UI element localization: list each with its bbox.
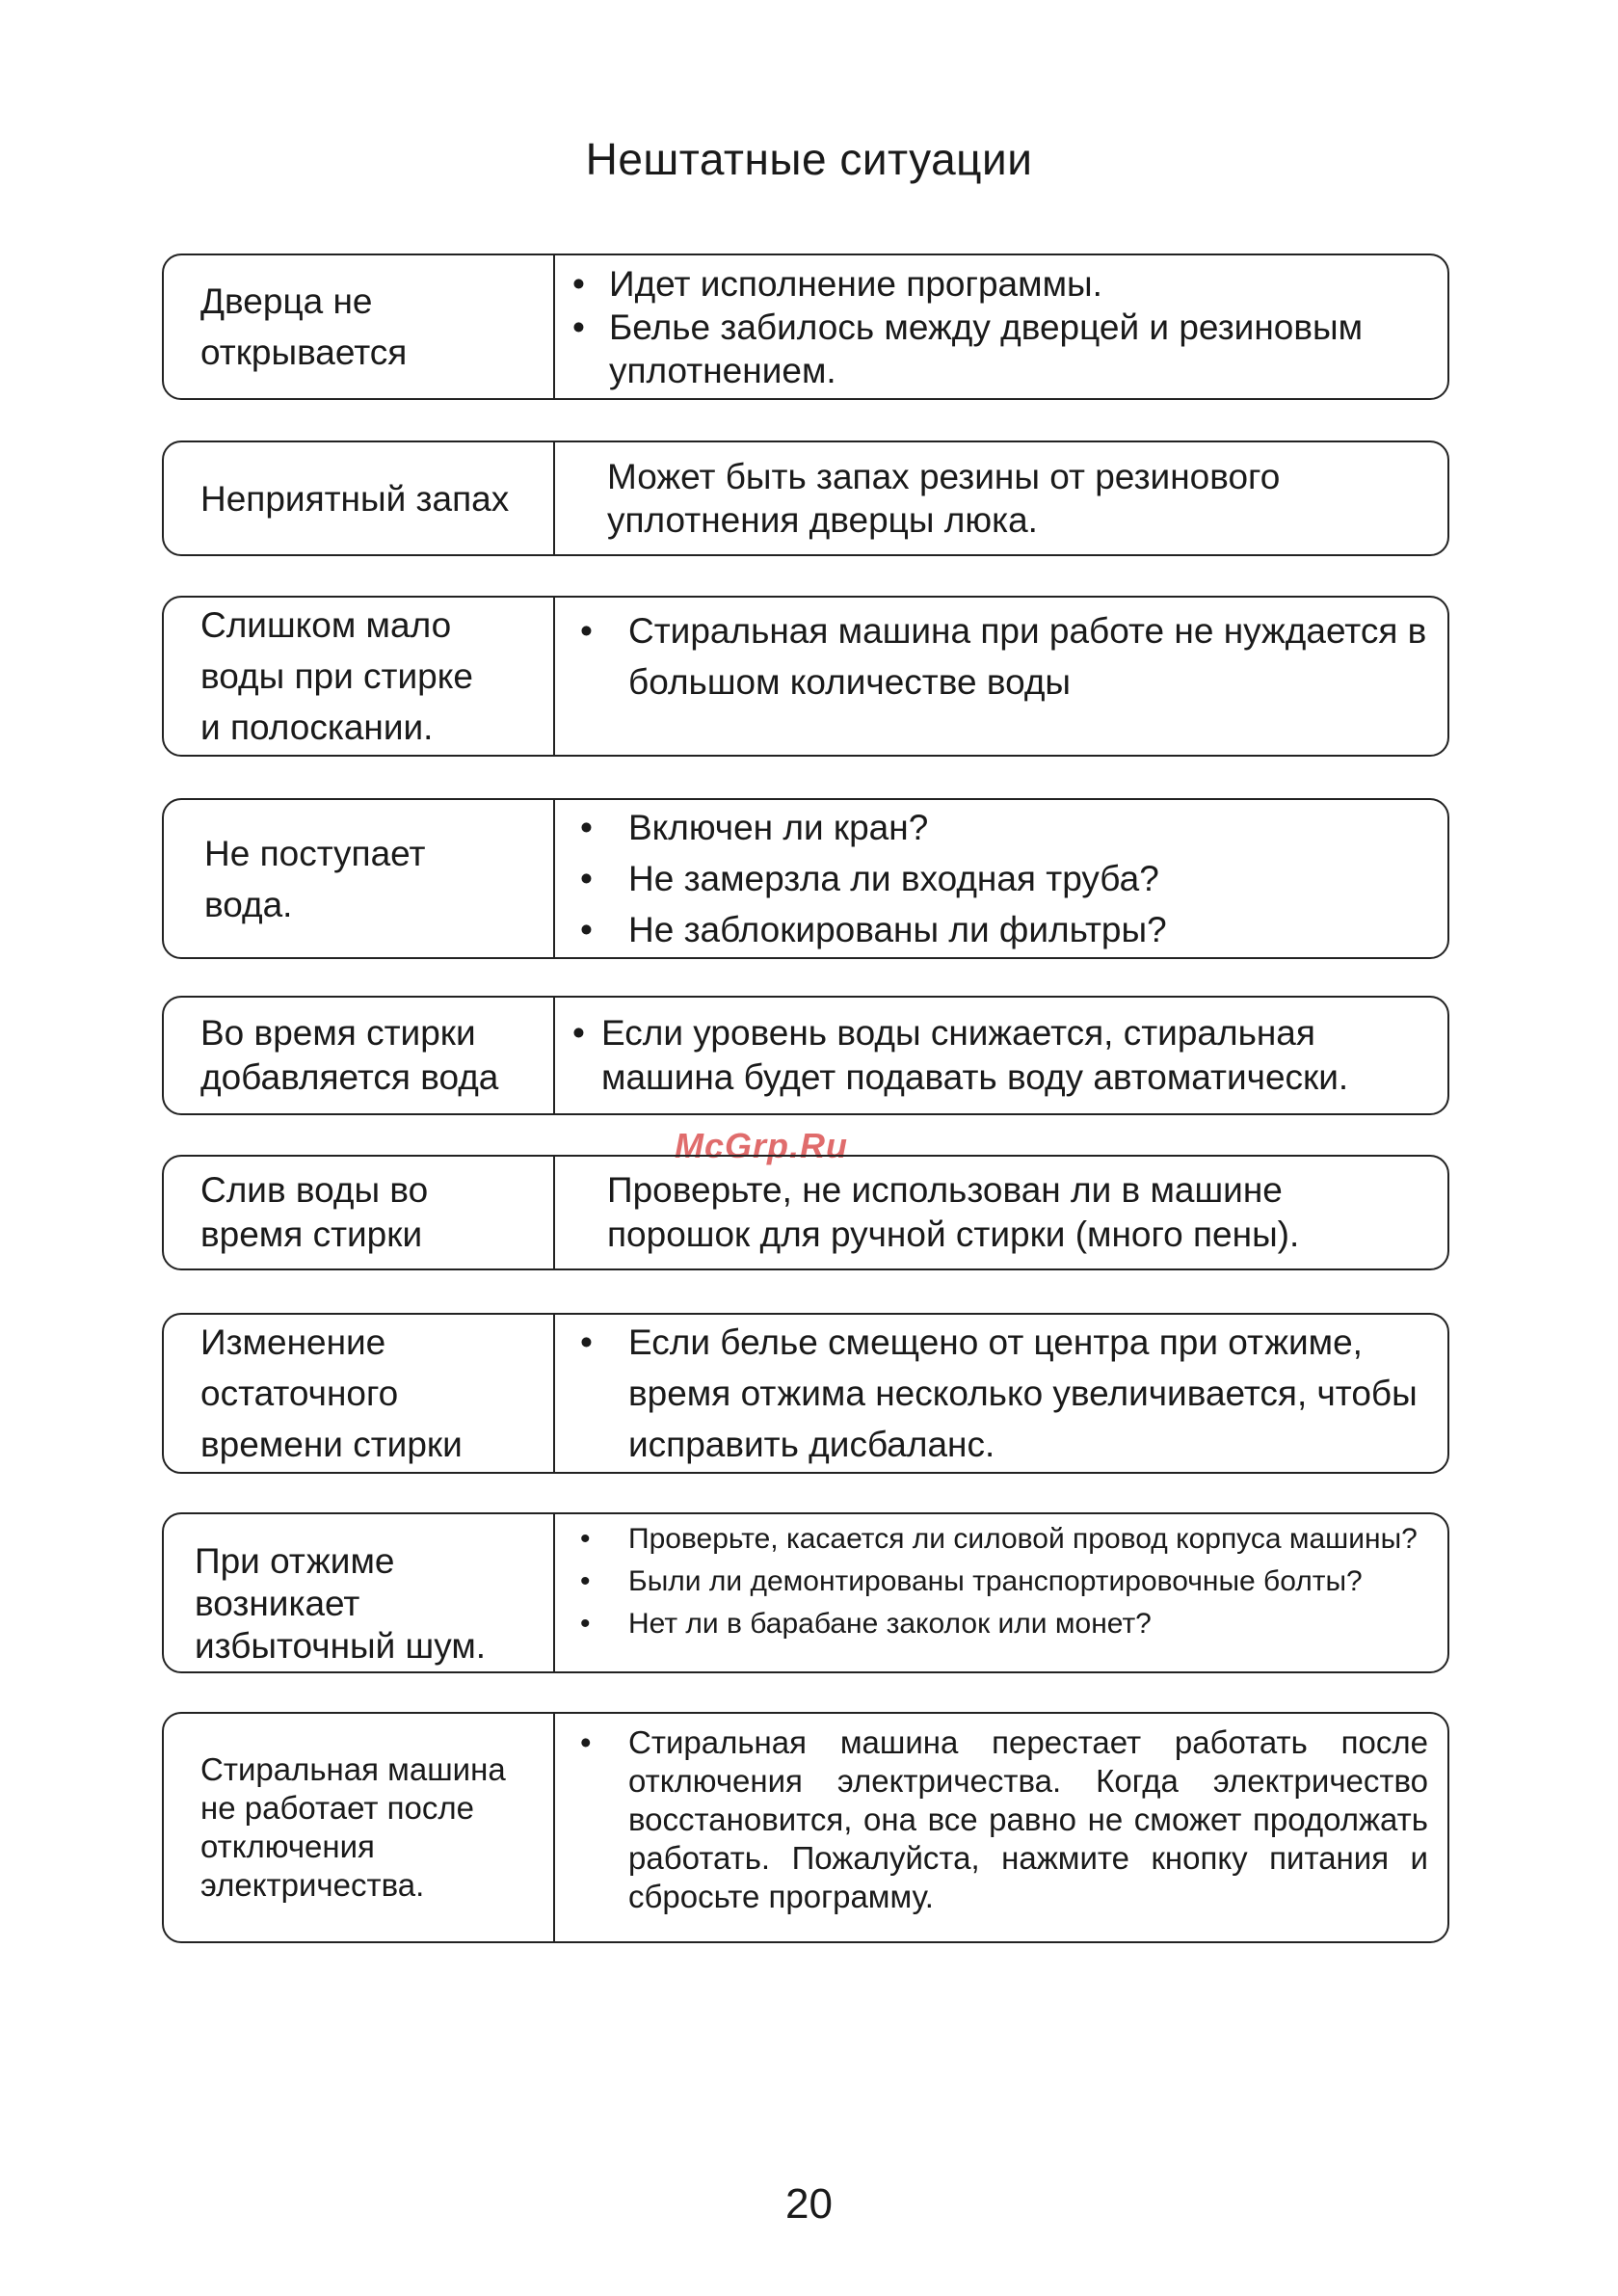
list-item: • Идет исполнение программы. [570,262,1432,306]
problem-label-line: электричества. [200,1867,425,1903]
table-row [162,1712,1449,1943]
table-row [162,1512,1449,1673]
problem-label-line: возникает [195,1583,360,1623]
solution-text-line: уплотнения дверцы люка. [607,500,1038,540]
problem-label-line: воды при стирке [200,656,473,696]
problem-label [164,255,555,398]
problem-label-line: открывается [200,333,408,372]
problem-label-line: Изменение [200,1322,386,1362]
problem-label-line: и полоскании. [200,707,434,747]
list-item-text: Проверьте, касается ли силовой провод корпуса машины? [628,1523,1418,1555]
solution-cell [555,1514,1447,1671]
problem-label [164,442,555,554]
list-item-text: Белье забилось между дверцей и резиновым уплотнением. [609,307,1364,390]
page-number: 20 [785,2180,833,2228]
list-item: • Белье забилось между дверцей и резиновым уплотнением. [570,306,1432,392]
list-item-text: Не заблокированы ли фильтры? [628,910,1167,949]
list-item-text: Не замерзла ли входная труба? [628,859,1159,898]
problem-label-line: отключения [200,1829,375,1864]
problem-label [164,598,555,755]
problem-label [164,998,555,1113]
list-item: • Не замерзла ли входная труба? [570,853,1432,904]
table-row [162,596,1449,757]
problem-label-line: Неприятный запах [200,478,510,519]
list-item-text: Были ли демонтированы транспортировочные болты? [628,1565,1363,1597]
list-item-text: Стиральная машина при работе не нуждается в большом количестве воды [628,611,1427,702]
solution-text-line: Может быть запах резины от резинового [607,457,1281,496]
watermark: McGrp.Ru [675,1126,849,1165]
list-item: • Стиральная машина перестает работать после отключения электричества. Когда электричество восстановится, она все равно не сможет продолжать работать. Пожалуйста, нажмите кнопку питания и сбросьте программу. [580,1724,1428,1914]
problem-label-line: добавляется вода [200,1057,499,1097]
list-item: • Стиральная машина при работе не нуждается в большом количестве воды [570,605,1432,707]
table-row [162,996,1449,1115]
problem-label-line: время стирки [200,1215,423,1254]
list-item: • Включен ли кран? [570,802,1432,853]
table-row [162,1313,1449,1474]
list-item: • Не заблокированы ли фильтры? [570,904,1432,955]
list-item-text: Стиральная машина перестает работать после отключения электричества. Когда электричество восстановится, она все равно не сможет продолжать работать. Пожалуйста, нажмите кнопку питания и сбросьте программу. [628,1724,1428,1914]
problem-label-line: Во время стирки [200,1013,476,1053]
problem-label-line: Дверца не [200,281,373,321]
list-item-text: Если белье смещено от центра при отжиме, время отжима несколько увеличивается, чтобы исправить дисбаланс. [628,1322,1418,1464]
list-item: • Проверьте, касается ли силовой провод корпуса машины? [570,1518,1447,1561]
list-item-text: Включен ли кран? [628,808,929,847]
problem-label-line: избыточный шум. [195,1625,487,1666]
table-row [162,798,1449,959]
problem-label-line: Не поступает [204,833,426,873]
table-row [162,441,1449,556]
problem-label-line: При отжиме [195,1540,395,1581]
solution-cell [555,1315,1447,1472]
problem-label-line: времени стирки [200,1425,463,1464]
page-title: Нештатные ситуации [585,134,1033,184]
list-item-text: Нет ли в барабане заколок или монет? [628,1608,1152,1640]
table-row [162,254,1449,400]
problem-label-line: не работает после [200,1790,474,1826]
problem-label-line: Слишком мало [200,605,452,645]
list-item-text: Если уровень воды снижается, стиральная машина будет подавать воду автоматически. [601,1013,1349,1097]
solution-cell [555,1157,1447,1268]
solution-cell [555,598,1447,755]
problem-label [164,1714,555,1941]
problem-label [164,1157,555,1268]
list-item: • Были ли демонтированы транспортировочные болты? [570,1561,1447,1603]
problem-label-line: остаточного [200,1374,399,1413]
solution-text-line: порошок для ручной стирки (много пены). [607,1215,1300,1254]
solution-cell [555,255,1447,398]
list-item: • Если уровень воды снижается, стиральная машина будет подавать воду автоматически. [570,1011,1432,1100]
solution-cell [555,998,1447,1113]
list-item: • Нет ли в барабане заколок или монет? [570,1603,1447,1645]
list-item: • Если белье смещено от центра при отжиме, время отжима несколько увеличивается, чтобы исправить дисбаланс. [570,1317,1432,1470]
problem-label [164,1315,555,1472]
problem-label-line: Стиральная машина [200,1751,506,1787]
problem-label-line: вода. [204,884,293,924]
table-row [162,1155,1449,1270]
problem-label [164,1514,555,1671]
solution-cell [555,800,1447,957]
solution-cell [555,442,1447,554]
solution-cell [555,1714,1447,1941]
list-item-text: Идет исполнение программы. [609,263,1102,304]
problem-label [164,800,555,957]
problem-label-line: Слив воды во [200,1170,429,1210]
solution-text-line: Проверьте, не использован ли в машине [607,1170,1283,1210]
